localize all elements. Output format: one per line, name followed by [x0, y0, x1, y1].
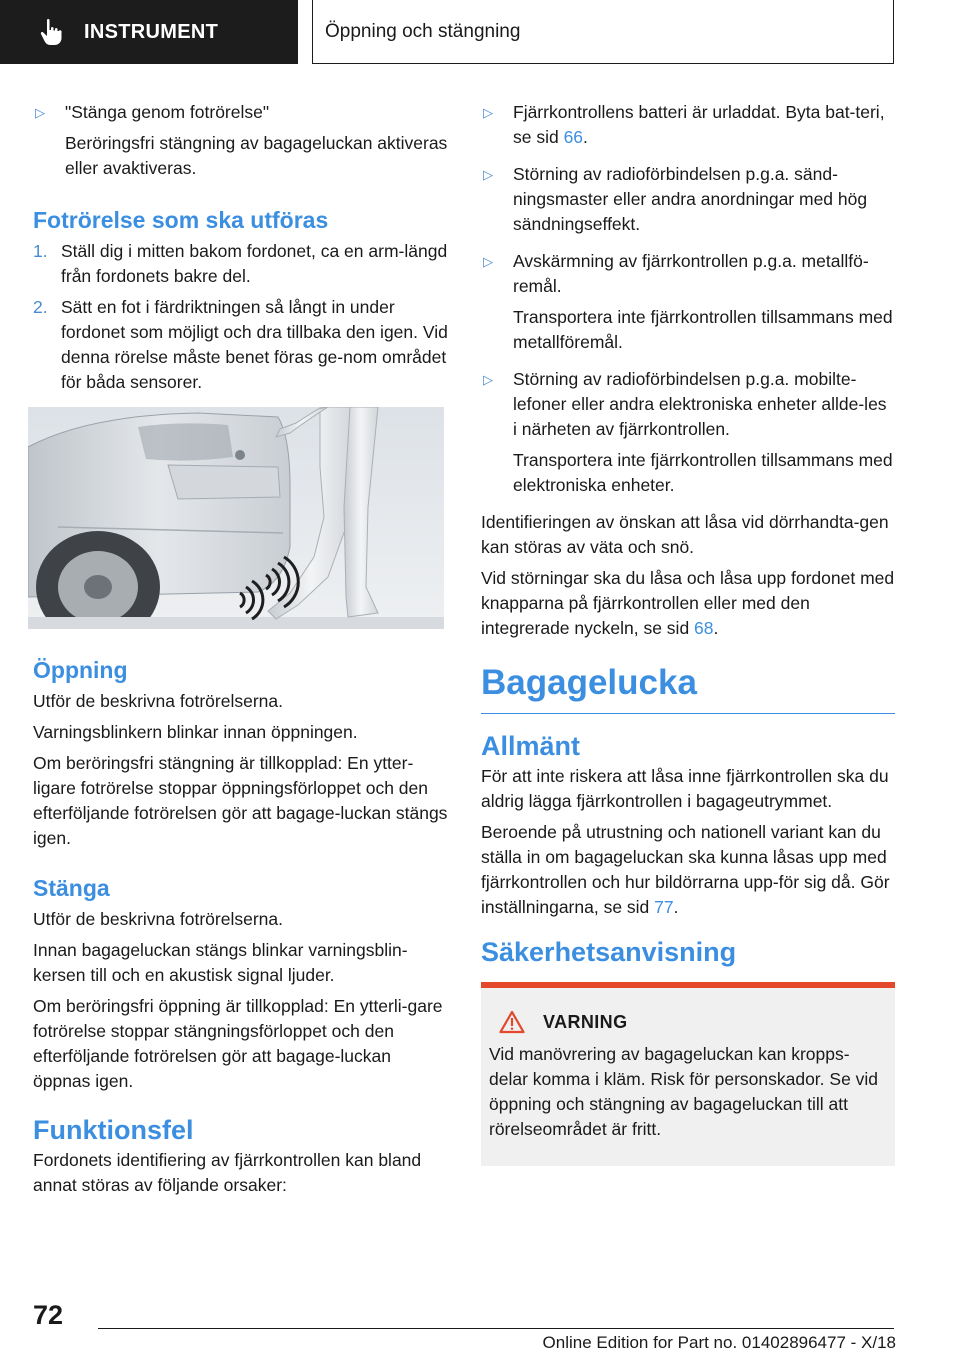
- page-link[interactable]: 66: [563, 127, 584, 147]
- general-paragraph: För att inte riskera att låsa inne fjärrkontrollen ska du aldrig lägga fjärrkontrollen i bagageutrymmet.: [481, 766, 889, 811]
- opening-paragraph: Varningsblinkern blinkar innan öppningen.: [33, 722, 358, 742]
- step-text: Sätt en fot i färdriktningen så långt in under fordonet som möjligt och dra tillbaka den igen. Vid denna rörelse måste benet föras ge‐nom området för båda sensorer.: [61, 297, 448, 392]
- opening-paragraph: Utför de beskrivna fotrörelserna.: [33, 691, 283, 711]
- closing-paragraph: Utför de beskrivna fotrörelserna.: [33, 909, 283, 929]
- triangle-bullet-icon: ▷: [483, 105, 493, 120]
- page-number: 72: [33, 1300, 64, 1330]
- opening-heading: Öppning: [33, 657, 128, 683]
- general-heading: Allmänt: [481, 731, 581, 761]
- page-link[interactable]: 77: [654, 897, 674, 917]
- car-rear-foot-illustration: [28, 407, 444, 629]
- section-title: Öppning och stängning: [312, 0, 894, 64]
- right-column: [481, 100, 895, 1166]
- malfunction-heading: Funktionsfel: [33, 1115, 194, 1145]
- malfunction-text: Fordonets identifiering av fjärrkontrollen kan bland annat störas av följande orsaker:: [33, 1150, 422, 1195]
- triangle-bullet-icon: ▷: [483, 167, 493, 182]
- motion-heading: Fotrörelse som ska utföras: [33, 207, 329, 233]
- hand-pointer-icon: [36, 17, 66, 47]
- step-number: 1.: [33, 241, 48, 261]
- list-item: [33, 100, 449, 187]
- closing-paragraph: Innan bagageluckan stängs blinkar varningsblin‐kersen till och en akustisk signal ljuder.: [33, 940, 408, 985]
- step-item: [33, 239, 449, 289]
- page-link[interactable]: 68: [694, 618, 714, 638]
- closing-heading: Stänga: [33, 875, 110, 901]
- closing-paragraph: Om beröringsfri öppning är tillkopplad: En ytterli‐gare fotrörelse stoppar stängningsförloppet och den efterföljande fotrörelsen gör att bagage‐luckan öppnas igen.: [33, 996, 443, 1091]
- list-item: ▷ Avskärmning av fjärrkontrollen p.g.a. metallfö‐remål. Transportera inte fjärrkontrollen tillsammans med metallföremål.: [481, 249, 895, 361]
- chapter-tab[interactable]: [0, 0, 298, 64]
- general-paragraph: Beroende på utrustning och nationell variant kan du ställa in om bagageluckan ska kunna låsas upp med fjärrkontrollen och hur bildörrarna upp‐för sig då. Gör inställningarna, se sid 77.: [481, 822, 890, 917]
- warning-triangle-icon: [499, 1010, 525, 1034]
- chapter-label: INSTRUMENT: [84, 20, 219, 43]
- footer-divider: [98, 1328, 894, 1329]
- step-text: Ställ dig i mitten bakom fordonet, ca en arm‐längd från fordonets bakre del.: [61, 241, 448, 286]
- warning-box: [481, 982, 895, 1166]
- warning-text: Vid manövrering av bagageluckan kan kropps‐delar komma i kläm. Risk för personskador. Se vid öppning och stängning av bagageluckan till att rörelseområdet är fritt.: [489, 1044, 879, 1139]
- step-item: [33, 295, 449, 395]
- page-header: [0, 0, 960, 66]
- bullet-title: "Stänga genom fotrörelse": [65, 102, 270, 122]
- kick-sensor-illustration: [28, 407, 444, 629]
- opening-paragraph: Om beröringsfri stängning är tillkopplad: En ytter‐ligare fotrörelse stoppar öppningsförloppet och den efterföljande fotrörelsen gör att bagage‐luckan stängs igen.: [33, 753, 448, 848]
- chapter-title: Bagagelucka: [481, 663, 697, 702]
- triangle-bullet-icon: ▷: [483, 372, 493, 387]
- bullet-text: Beröringsfri stängning av bagageluckan aktiveras eller avaktiveras.: [65, 133, 448, 178]
- footer-edition: Online Edition for Part no. 01402896477 - X/18: [542, 1333, 896, 1352]
- disturbance-paragraph: Vid störningar ska du låsa och låsa upp fordonet med knapparna på fjärrkontrollen eller med den integrerade nyckeln, se sid 68.: [481, 568, 895, 638]
- title-divider: [481, 713, 895, 714]
- warning-label: VARNING: [543, 1011, 628, 1032]
- identification-paragraph: Identifieringen av önskan att låsa vid dörrhandta‐gen kan störas av väta och snö.: [481, 512, 889, 557]
- step-number: 2.: [33, 297, 48, 317]
- list-item: ▷ Fjärrkontrollens batteri är urladdat. Byta bat‐teri, se sid 66.: [481, 100, 895, 156]
- safety-heading: Säkerhetsanvisning: [481, 937, 737, 967]
- list-item: ▷ Störning av radioförbindelsen p.g.a. sänd‐ningsmaster eller andra anordningar med hög sändningseffekt.: [481, 162, 895, 243]
- triangle-bullet-icon: ▷: [35, 105, 45, 120]
- list-item: ▷ Störning av radioförbindelsen p.g.a. mobilte‐lefoner eller andra elektroniska enheter allde‐les i närheten av fjärrkontrollen. Transportera inte fjärrkontrollen tillsammans med elektroniska enheter.: [481, 367, 895, 504]
- left-column: [33, 100, 449, 1204]
- triangle-bullet-icon: ▷: [483, 254, 493, 269]
